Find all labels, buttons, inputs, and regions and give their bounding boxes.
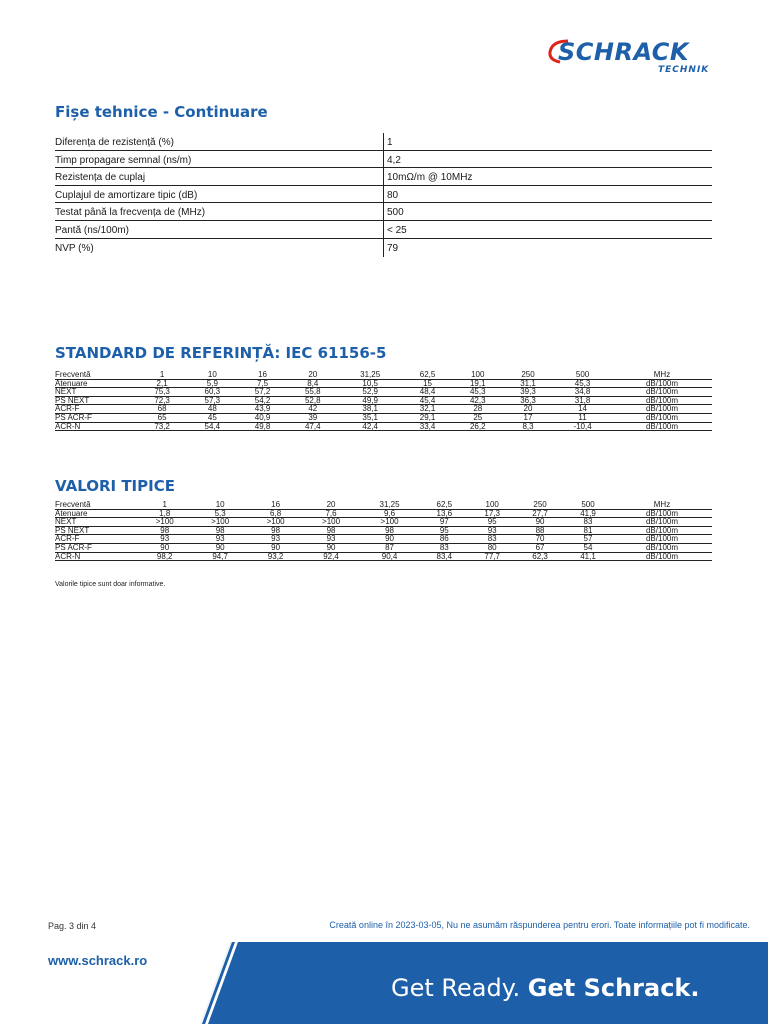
value-cell: 88 xyxy=(516,526,564,535)
value-cell: 87 xyxy=(359,543,421,552)
value-cell: 86 xyxy=(420,535,468,544)
value-cell: 62,5 xyxy=(420,501,468,509)
unit-cell: dB/100m xyxy=(612,535,712,544)
unit-cell: dB/100m xyxy=(612,552,712,561)
value-cell: 36,3 xyxy=(503,396,553,405)
unit-cell: MHz xyxy=(612,501,712,509)
value-cell: 52,9 xyxy=(338,388,403,397)
value-cell: 97 xyxy=(420,518,468,527)
website-link[interactable]: www.schrack.ro xyxy=(48,953,148,968)
value-cell: 90 xyxy=(192,543,247,552)
row-label: NEXT xyxy=(55,518,137,527)
unit-cell: dB/100m xyxy=(612,543,712,552)
value-cell: 38,1 xyxy=(338,405,403,414)
value-cell: 45 xyxy=(187,413,237,422)
value-cell: 6,8 xyxy=(248,509,303,518)
row-label: PS NEXT xyxy=(55,526,137,535)
spec-row xyxy=(55,168,712,186)
value-cell: 98 xyxy=(137,526,192,535)
value-cell: 25 xyxy=(453,413,503,422)
slogan xyxy=(391,974,700,1002)
value-cell: 90 xyxy=(359,535,421,544)
spec-label: Rezistența de cuplaj xyxy=(55,172,146,184)
value-cell: 100 xyxy=(453,371,503,379)
spec-value: 80 xyxy=(387,189,399,201)
value-cell: 31,8 xyxy=(553,396,612,405)
row-label: ACR-F xyxy=(55,535,137,544)
value-cell: 31,25 xyxy=(359,501,421,509)
row-label: PS ACR-F xyxy=(55,543,137,552)
value-cell: 41,1 xyxy=(564,552,612,561)
value-cell: 26,2 xyxy=(453,422,503,431)
value-cell: 42,4 xyxy=(338,422,403,431)
value-cell: 83 xyxy=(468,535,516,544)
value-cell: 1 xyxy=(137,371,187,379)
value-cell: 57,3 xyxy=(187,396,237,405)
value-cell: 93 xyxy=(192,535,247,544)
value-cell: 47,4 xyxy=(288,422,338,431)
value-cell: 32,1 xyxy=(402,405,452,414)
value-cell: 45,3 xyxy=(553,379,612,388)
spec-divider xyxy=(383,186,384,204)
value-cell: 16 xyxy=(248,501,303,509)
value-cell: 93,2 xyxy=(248,552,303,561)
table-row xyxy=(55,422,712,431)
unit-cell: dB/100m xyxy=(612,396,712,405)
unit-cell: dB/100m xyxy=(612,518,712,527)
value-cell: 98,2 xyxy=(137,552,192,561)
value-cell: 29,1 xyxy=(402,413,452,422)
value-cell: 28 xyxy=(453,405,503,414)
spec-divider xyxy=(383,133,384,151)
logo-wordmark: SCHRACK xyxy=(558,38,690,66)
value-cell: 57 xyxy=(564,535,612,544)
value-cell: 20 xyxy=(503,405,553,414)
value-cell: 98 xyxy=(192,526,247,535)
row-label: Atenuare xyxy=(55,509,137,518)
value-cell: 60,3 xyxy=(187,388,237,397)
page-number: Pag. 3 din 4 xyxy=(48,921,97,931)
spec-label: Timp propagare semnal (ns/m) xyxy=(55,154,192,166)
value-cell: 20 xyxy=(288,371,338,379)
spec-label: Diferența de rezistență (%) xyxy=(55,137,174,148)
value-cell: 5,9 xyxy=(187,379,237,388)
spec-label: Cuplajul de amortizare tipic (dB) xyxy=(55,189,198,201)
value-cell: 8,4 xyxy=(288,379,338,388)
value-cell: 67 xyxy=(516,543,564,552)
value-cell: 73,2 xyxy=(137,422,187,431)
standard-table xyxy=(55,371,712,431)
value-cell: 48,4 xyxy=(402,388,452,397)
value-cell: 5,3 xyxy=(192,509,247,518)
value-cell: 83 xyxy=(420,543,468,552)
table-row xyxy=(55,396,712,405)
row-label: ACR-F xyxy=(55,405,137,414)
spec-value: 10mΩ/m @ 10MHz xyxy=(387,172,473,184)
value-cell: 93 xyxy=(137,535,192,544)
unit-cell: dB/100m xyxy=(612,422,712,431)
value-cell: 92,4 xyxy=(303,552,358,561)
value-cell: 54,4 xyxy=(187,422,237,431)
value-cell: 95 xyxy=(420,526,468,535)
value-cell: 2,1 xyxy=(137,379,187,388)
value-cell: 98 xyxy=(303,526,358,535)
slogan-light: Get Ready. xyxy=(391,974,521,1002)
spec-divider xyxy=(383,221,384,239)
value-cell: 98 xyxy=(359,526,421,535)
value-cell: 57,2 xyxy=(237,388,287,397)
value-cell: 15 xyxy=(402,379,452,388)
value-cell: 90 xyxy=(303,543,358,552)
spec-divider xyxy=(383,203,384,221)
value-cell: 48 xyxy=(187,405,237,414)
value-cell: 31,1 xyxy=(503,379,553,388)
value-cell: 93 xyxy=(468,526,516,535)
spec-value: 1 xyxy=(387,137,393,148)
typical-title: VALORI TIPICE xyxy=(55,477,175,495)
value-cell: 54,2 xyxy=(237,396,287,405)
spec-label: NVP (%) xyxy=(55,242,94,254)
value-cell: 45,3 xyxy=(453,388,503,397)
value-cell: 500 xyxy=(553,371,612,379)
schrack-logo xyxy=(548,38,714,76)
spec-value: 500 xyxy=(387,207,404,219)
table-row xyxy=(55,413,712,422)
value-cell: 81 xyxy=(564,526,612,535)
table-row xyxy=(55,388,712,397)
row-label: Frecventă xyxy=(55,501,137,509)
value-cell: 7,5 xyxy=(237,379,287,388)
value-cell: >100 xyxy=(137,518,192,527)
value-cell: 20 xyxy=(303,501,358,509)
value-cell: 500 xyxy=(564,501,612,509)
value-cell: 62,3 xyxy=(516,552,564,561)
value-cell: 42 xyxy=(288,405,338,414)
value-cell: 14 xyxy=(553,405,612,414)
table-row xyxy=(55,371,712,379)
value-cell: 34,8 xyxy=(553,388,612,397)
value-cell: 40,9 xyxy=(237,413,287,422)
row-label: Frecventă xyxy=(55,371,137,379)
value-cell: 68 xyxy=(137,405,187,414)
spec-label: Pantă (ns/100m) xyxy=(55,224,129,236)
row-label: Atenuare xyxy=(55,379,137,388)
typical-note: Valorile tipice sunt doar informative. xyxy=(55,581,166,588)
spec-value: < 25 xyxy=(387,224,407,236)
value-cell: 250 xyxy=(516,501,564,509)
value-cell: 90,4 xyxy=(359,552,421,561)
value-cell: 75,3 xyxy=(137,388,187,397)
table-row xyxy=(55,526,712,535)
value-cell: >100 xyxy=(303,518,358,527)
value-cell: 70 xyxy=(516,535,564,544)
unit-cell: dB/100m xyxy=(612,388,712,397)
spec-row xyxy=(55,221,712,239)
table-row xyxy=(55,501,712,509)
value-cell: 10 xyxy=(192,501,247,509)
row-label: ACR-N xyxy=(55,552,137,561)
value-cell: 19,1 xyxy=(453,379,503,388)
standard-title: STANDARD DE REFERINȚĂ: IEC 61156-5 xyxy=(55,344,387,362)
value-cell: 39,3 xyxy=(503,388,553,397)
value-cell: 95 xyxy=(468,518,516,527)
value-cell: -10,4 xyxy=(553,422,612,431)
value-cell: 27,7 xyxy=(516,509,564,518)
value-cell: 93 xyxy=(303,535,358,544)
row-label: ACR-N xyxy=(55,422,137,431)
value-cell: 17,3 xyxy=(468,509,516,518)
unit-cell: dB/100m xyxy=(612,379,712,388)
logo-subtitle: TECHNIK xyxy=(658,65,710,75)
spec-divider xyxy=(383,168,384,186)
value-cell: 83 xyxy=(564,518,612,527)
value-cell: 1 xyxy=(137,501,192,509)
row-label: PS ACR-F xyxy=(55,413,137,422)
spec-row xyxy=(55,133,712,151)
table-row xyxy=(55,543,712,552)
tech-specs-title: Fișe tehnice - Continuare xyxy=(55,103,268,121)
value-cell: 17 xyxy=(503,413,553,422)
value-cell: 42,3 xyxy=(453,396,503,405)
table-row xyxy=(55,535,712,544)
spec-divider xyxy=(383,151,384,169)
value-cell: 39 xyxy=(288,413,338,422)
value-cell: 10 xyxy=(187,371,237,379)
value-cell: 90 xyxy=(248,543,303,552)
unit-cell: dB/100m xyxy=(612,526,712,535)
spec-row xyxy=(55,151,712,169)
value-cell: 10,5 xyxy=(338,379,403,388)
spec-value: 4,2 xyxy=(387,154,401,166)
value-cell: 33,4 xyxy=(402,422,452,431)
unit-cell: MHz xyxy=(612,371,712,379)
value-cell: 52,8 xyxy=(288,396,338,405)
row-label: PS NEXT xyxy=(55,396,137,405)
value-cell: 13,6 xyxy=(420,509,468,518)
value-cell: 41,9 xyxy=(564,509,612,518)
value-cell: >100 xyxy=(248,518,303,527)
spec-label: Testat până la frecvența de (MHz) xyxy=(55,207,206,219)
slogan-bold: Get Schrack. xyxy=(527,974,700,1002)
unit-cell: dB/100m xyxy=(612,413,712,422)
table-row xyxy=(55,405,712,414)
value-cell: 55,8 xyxy=(288,388,338,397)
value-cell: 49,9 xyxy=(338,396,403,405)
unit-cell: dB/100m xyxy=(612,509,712,518)
value-cell: 9,6 xyxy=(359,509,421,518)
value-cell: >100 xyxy=(192,518,247,527)
value-cell: 250 xyxy=(503,371,553,379)
value-cell: >100 xyxy=(359,518,421,527)
value-cell: 1,8 xyxy=(137,509,192,518)
table-row xyxy=(55,552,712,561)
value-cell: 83,4 xyxy=(420,552,468,561)
value-cell: 49,8 xyxy=(237,422,287,431)
value-cell: 31,25 xyxy=(338,371,403,379)
value-cell: 77,7 xyxy=(468,552,516,561)
value-cell: 16 xyxy=(237,371,287,379)
value-cell: 8,3 xyxy=(503,422,553,431)
spec-row xyxy=(55,203,712,221)
tech-specs-table xyxy=(55,133,712,256)
value-cell: 35,1 xyxy=(338,413,403,422)
table-row xyxy=(55,518,712,527)
value-cell: 65 xyxy=(137,413,187,422)
typical-table xyxy=(55,501,712,561)
value-cell: 90 xyxy=(516,518,564,527)
value-cell: 72,3 xyxy=(137,396,187,405)
value-cell: 100 xyxy=(468,501,516,509)
row-label: NEXT xyxy=(55,388,137,397)
value-cell: 45,4 xyxy=(402,396,452,405)
value-cell: 54 xyxy=(564,543,612,552)
unit-cell: dB/100m xyxy=(612,405,712,414)
value-cell: 90 xyxy=(137,543,192,552)
value-cell: 80 xyxy=(468,543,516,552)
value-cell: 93 xyxy=(248,535,303,544)
disclaimer: Creată online în 2023-03-05, Nu ne asumăm răspunderea pentru erori. Toate informațiile pot fi modificate. xyxy=(329,920,750,930)
spec-divider xyxy=(383,239,384,258)
spec-row xyxy=(55,239,712,257)
spec-row xyxy=(55,186,712,204)
value-cell: 62,5 xyxy=(402,371,452,379)
value-cell: 43,9 xyxy=(237,405,287,414)
value-cell: 11 xyxy=(553,413,612,422)
value-cell: 7,6 xyxy=(303,509,358,518)
spec-value: 79 xyxy=(387,242,399,254)
value-cell: 94,7 xyxy=(192,552,247,561)
value-cell: 98 xyxy=(248,526,303,535)
